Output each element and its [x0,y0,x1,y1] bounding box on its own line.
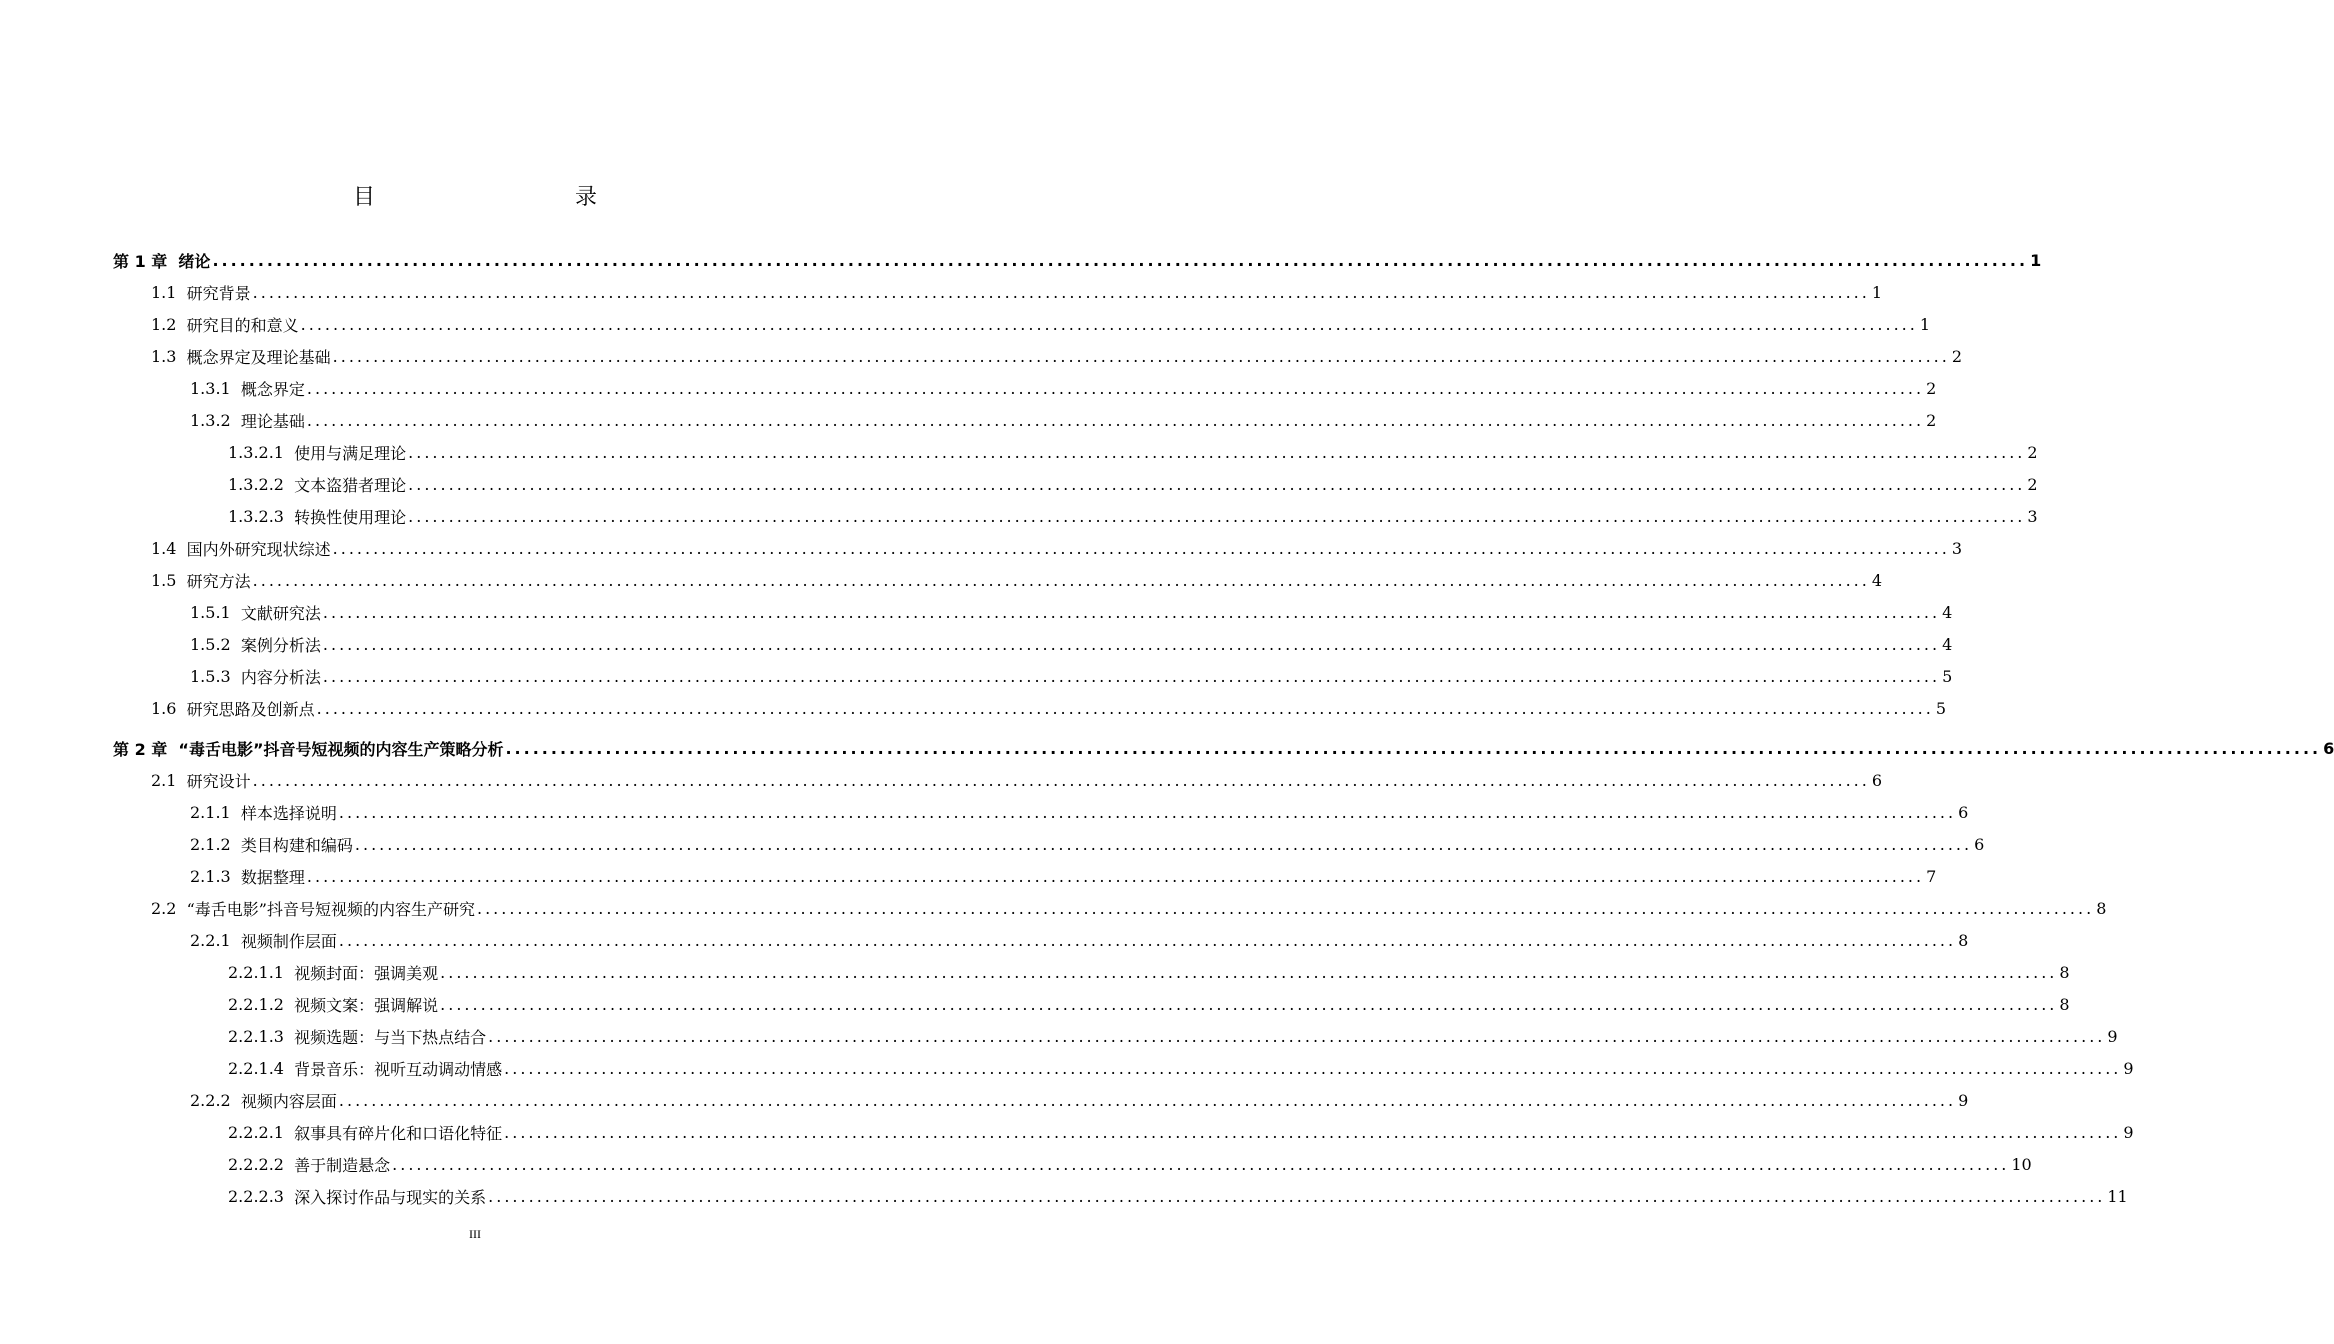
toc-entry-page: 8 [1958,930,1969,950]
toc-entry-number: 1.3.2.3 [228,506,295,526]
toc-entry[interactable] [190,628,1953,660]
toc-entry[interactable] [190,924,1969,956]
toc-entry-number: 2.2.2.2 [228,1154,295,1174]
dot-leader: ........................................................................................................................................................................................................ [306,410,1925,430]
page-title: 目 录 [352,185,649,210]
toc-entry-number: 2.1.2 [190,834,241,854]
dot-leader: ........................................................................................................................................................................................................ [306,866,1925,886]
toc-entry[interactable] [228,1020,2118,1052]
toc-entry-number: 1.5 [151,570,187,590]
toc-entry-page: 6 [1974,834,1985,854]
toc-entry-title: 概念界定及理论基础 [186,347,331,367]
toc-entry-title: 绪论 [178,251,211,271]
dot-leader: ........................................................................................................................................................................................................ [440,994,2058,1014]
dot-leader: ........................................................................................................................................................................................................ [504,1122,2122,1142]
toc-entry-page: 9 [2107,1026,2118,1046]
toc-entry[interactable] [190,1084,1969,1116]
toc-entry[interactable] [228,436,2038,468]
toc-entry-number: 第 1 章 [113,251,179,271]
toc-entry-page: 2 [2027,474,2038,494]
toc-entry-title: “毒舌电影”抖音号短视频的内容生产研究 [186,899,475,919]
toc-entry-page: 8 [2096,898,2107,918]
toc-entry-title: 研究方法 [186,571,251,591]
toc-entry-page: 6 [1871,770,1883,790]
toc-entry-title: 视频文案：强调解说 [294,995,439,1015]
toc-entry-page: 9 [1958,1090,1969,1110]
dot-leader: ........................................................................................................................................................................................................ [408,474,2026,494]
dot-leader: ........................................................................................................................................................................................................ [212,250,2029,270]
toc-entry-number: 1.1 [151,282,187,302]
dot-leader: ........................................................................................................................................................................................................ [322,634,1941,654]
toc-entry-page: 3 [2027,506,2038,526]
toc-entry-page: 4 [1942,602,1953,622]
dot-leader: ........................................................................................................................................................................................................ [252,570,1870,590]
dot-leader: ........................................................................................................................................................................................................ [316,698,1934,718]
toc-entry-page: 2 [1926,378,1937,398]
toc-entry-title: 文献研究法 [240,603,321,623]
dot-leader: ........................................................................................................................................................................................................ [252,282,1870,302]
toc-entry-title: 视频选题：与当下热点结合 [294,1027,487,1047]
toc-entry-number: 1.5.3 [190,666,241,686]
toc-entry[interactable] [151,532,1963,564]
toc-entry-number: 1.5.2 [190,634,241,654]
toc-entry-number: 2.2.1 [190,930,241,950]
toc-entry-page: 2 [2027,442,2038,462]
toc-entry-number: 1.6 [151,698,187,718]
toc-entry-title: 转换性使用理论 [294,507,407,527]
toc-entry-number: 1.5.1 [190,602,241,622]
dot-leader: ........................................................................................................................................................................................................ [354,834,1973,854]
toc-entry-number: 2.1.3 [190,866,241,886]
toc-entry-title: 深入探讨作品与现实的关系 [294,1187,487,1207]
dot-leader: ........................................................................................................................................................................................................ [504,1058,2122,1078]
toc-entry-page: 6 [2323,738,2334,758]
toc-entry-page: 9 [2123,1122,2134,1142]
dot-leader: ........................................................................................................................................................................................................ [252,770,1870,790]
page-number-footer: III [469,1227,481,1241]
toc-entry[interactable] [190,860,1937,892]
toc-entry-number: 1.3.2.1 [228,442,295,462]
toc-entry-title: 内容分析法 [240,667,321,687]
toc-entry-page: 5 [1935,698,1947,718]
toc-entry-title: 视频内容层面 [240,1091,337,1111]
toc-entry-title: 数据整理 [240,867,305,887]
toc-entry-title: 样本选择说明 [240,803,337,823]
toc-entry-number: 1.3 [151,346,187,366]
toc-entry[interactable] [113,244,2042,276]
toc-entry-number: 2.2.1.2 [228,994,295,1014]
toc-entry[interactable] [228,1052,2134,1084]
toc-entry-page: 8 [2059,962,2070,982]
toc-entry-title: 背景音乐：视听互动调动情感 [294,1059,503,1079]
toc-entry-title: 研究思路及创新点 [186,699,315,719]
toc-entry-number: 2.1.1 [190,802,241,822]
toc-entry[interactable] [228,500,2038,532]
toc-entry-title: 使用与满足理论 [294,443,407,463]
toc-entry-number: 2.1 [151,770,187,790]
toc-entry-title: 叙事具有碎片化和口语化特征 [294,1123,503,1143]
toc-entry-page: 2 [1951,346,1963,366]
toc-entry[interactable] [228,988,2070,1020]
dot-leader: ........................................................................................................................................................................................................ [505,738,2322,758]
toc-entry[interactable] [151,892,2107,924]
dot-leader: ........................................................................................................................................................................................................ [338,930,1957,950]
toc-entry-number: 1.3.1 [190,378,241,398]
toc-entry[interactable] [190,828,1985,860]
dot-leader: ........................................................................................................................................................................................................ [300,314,1918,334]
dot-leader: ........................................................................................................................................................................................................ [322,602,1941,622]
toc-entry[interactable] [151,764,1883,796]
toc-entry-number: 第 2 章 [113,739,179,759]
dot-leader: ........................................................................................................................................................................................................ [322,666,1941,686]
dot-leader: ........................................................................................................................................................................................................ [408,506,2026,526]
toc-entry[interactable] [113,732,2334,764]
toc-entry-title: 理论基础 [240,411,305,431]
dot-leader: ........................................................................................................................................................................................................ [440,962,2058,982]
toc-entry[interactable] [190,372,1937,404]
toc-entry-title: 概念界定 [240,379,305,399]
toc-entry[interactable] [151,692,1947,724]
toc-entry[interactable] [190,660,1953,692]
dot-leader: ........................................................................................................................................................................................................ [332,538,1950,558]
toc-entry[interactable] [151,276,1883,308]
toc-entry-number: 1.2 [151,314,187,334]
toc-entry-page: 5 [1942,666,1953,686]
toc-entry[interactable] [190,404,1937,436]
toc-entry-number: 1.3.2 [190,410,241,430]
toc-entry-title: 研究背景 [186,283,251,303]
toc-entry-page: 9 [2123,1058,2134,1078]
toc-entry-number: 2.2.1.4 [228,1058,295,1078]
toc-entry-page: 3 [1951,538,1963,558]
dot-leader: ........................................................................................................................................................................................................ [392,1154,2010,1174]
toc-entry-title: 国内外研究现状综述 [186,539,331,559]
toc-entry-number: 2.2 [151,898,187,918]
dot-leader: ........................................................................................................................................................................................................ [338,1090,1957,1110]
toc-entry-number: 2.2.1.1 [228,962,295,982]
toc-entry[interactable] [190,796,1969,828]
toc-entry[interactable] [228,1116,2134,1148]
toc-entry-number: 1.3.2.2 [228,474,295,494]
toc-entry-title: 视频制作层面 [240,931,337,951]
toc-entry-title: 文本盗猎者理论 [294,475,407,495]
toc-entry-number: 2.2.2 [190,1090,241,1110]
toc-entry-page: 2 [1926,410,1937,430]
dot-leader: ........................................................................................................................................................................................................ [488,1026,2106,1046]
toc-entry-page: 4 [1942,634,1953,654]
toc-entry[interactable] [228,1148,2032,1180]
toc-entry-number: 2.2.2.3 [228,1186,295,1206]
toc-entry-page: 1 [1871,282,1883,302]
toc-entry-number: 2.2.1.3 [228,1026,295,1046]
toc-entry-page: 10 [2011,1154,2032,1174]
toc-entry[interactable] [190,596,1953,628]
toc-entry-page: 4 [1871,570,1883,590]
dot-leader: ........................................................................................................................................................................................................ [338,802,1957,822]
toc-entry-title: 视频封面：强调美观 [294,963,439,983]
toc-entry[interactable] [151,340,1963,372]
toc-entry-title: 研究设计 [186,771,251,791]
toc-entry-number: 1.4 [151,538,187,558]
toc-entry[interactable] [228,1180,2128,1212]
toc-entry-title: 案例分析法 [240,635,321,655]
toc-entry-number: 2.2.2.1 [228,1122,295,1142]
toc-entry-title: “毒舌电影”抖音号短视频的内容生产策略分析 [178,739,504,759]
toc-entry-page: 6 [1958,802,1969,822]
toc-entry-title: 研究目的和意义 [186,315,299,335]
toc-entry[interactable] [228,468,2038,500]
toc-entry-page: 7 [1926,866,1937,886]
toc-entry-page: 1 [1919,314,1931,334]
dot-leader: ........................................................................................................................................................................................................ [477,898,2095,918]
toc-entry[interactable] [228,956,2070,988]
dot-leader: ........................................................................................................................................................................................................ [488,1186,2106,1206]
toc-entry-title: 善于制造悬念 [294,1155,391,1175]
dot-leader: ........................................................................................................................................................................................................ [332,346,1950,366]
toc-entry-page: 8 [2059,994,2070,1014]
dot-leader: ........................................................................................................................................................................................................ [306,378,1925,398]
toc-entry-page: 1 [2030,250,2042,270]
toc-entry[interactable] [151,564,1883,596]
toc-entry-page: 11 [2107,1186,2128,1206]
toc-entry[interactable] [151,308,1931,340]
toc-entry-title: 类目构建和编码 [240,835,353,855]
dot-leader: ........................................................................................................................................................................................................ [408,442,2026,462]
